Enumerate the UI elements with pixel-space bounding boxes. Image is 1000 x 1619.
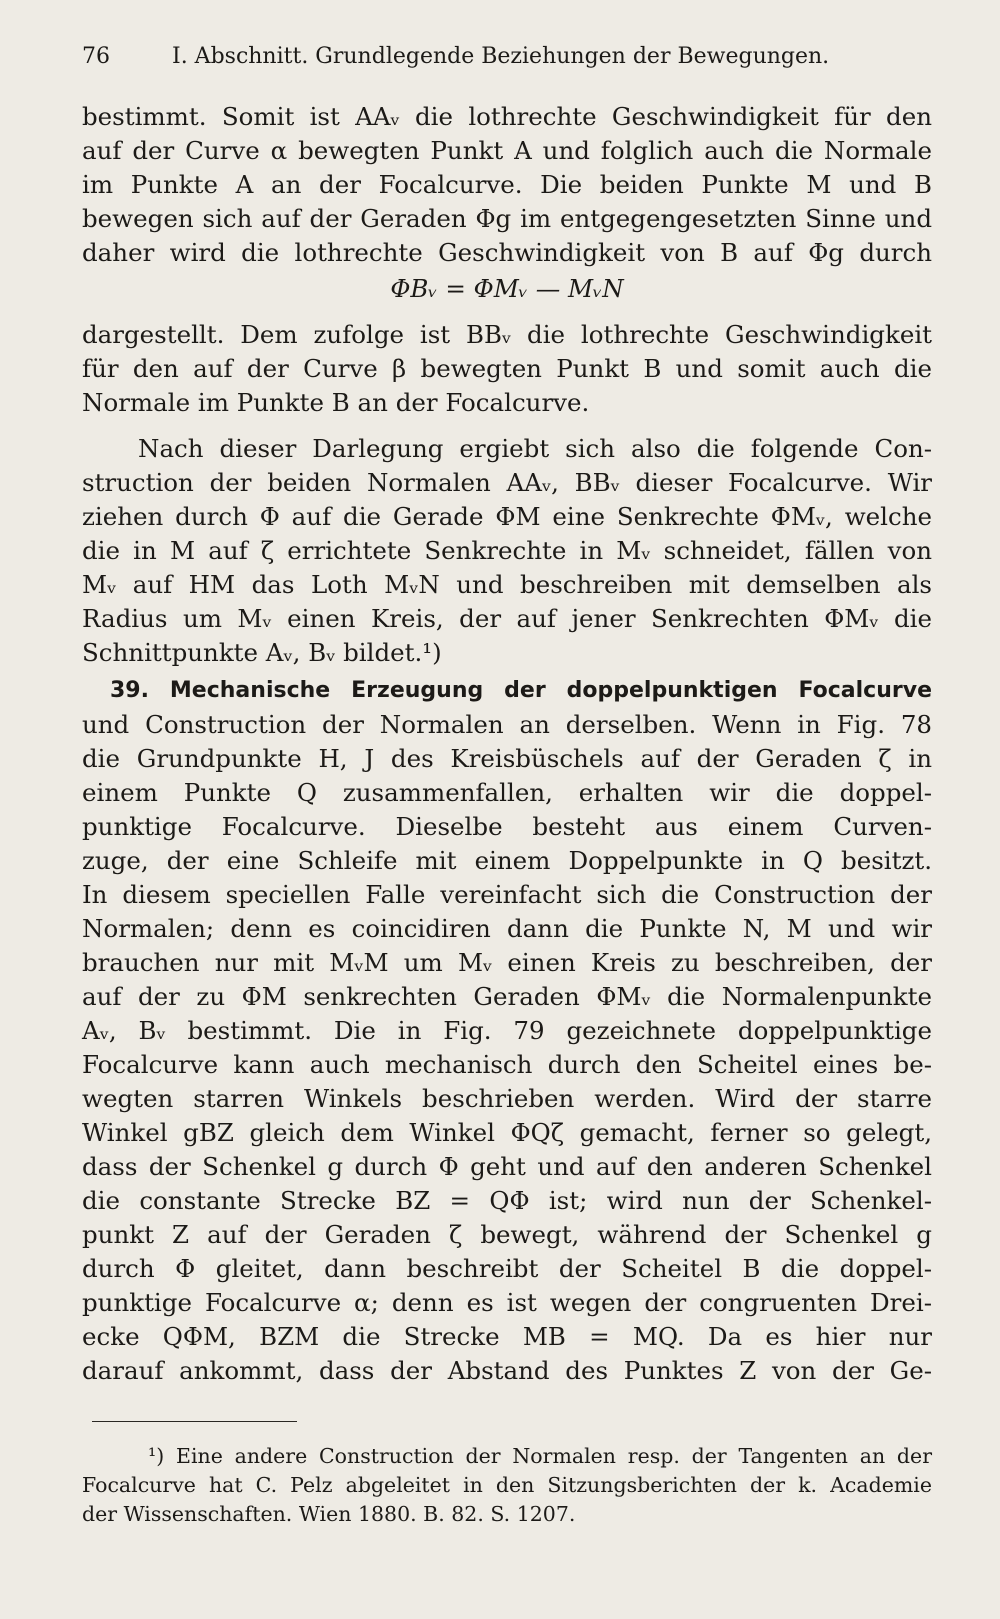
body-line: wegten starren Winkels beschrieben werden. Wird der starre [82,1084,932,1113]
body-line: durch Φ gleitet, dann beschreibt der Scheitel B die doppel- [82,1254,932,1283]
body-line: die in M auf ζ errichtete Senkrechte in Mᵥ schneidet, fällen von [82,536,932,565]
paragraph-start: Nach dieser Darlegung ergiebt sich also die folgende Con- [138,434,932,463]
footnote-line: der Wissenschaften. Wien 1880. B. 82. S. 1207. [82,1502,576,1526]
body-line: zuge, der eine Schleife mit einem Doppelpunkte in Q besitzt. [82,846,932,875]
body-line: Mᵥ auf HM das Loth MᵥN und beschreiben mit demselben als [82,570,932,599]
body-line: Winkel gBZ gleich dem Winkel ΦQζ gemacht, ferner so gelegt, [82,1118,932,1147]
body-line: darauf ankommt, dass der Abstand des Punktes Z von der Ge- [82,1356,932,1385]
body-line: Normalen; denn es coincidiren dann die Punkte N, M und wir [82,914,932,943]
body-line: dargestellt. Dem zufolge ist BBᵥ die lothrechte Geschwindigkeit [82,320,932,349]
body-line: ziehen durch Φ auf die Gerade ΦM eine Senkrechte ΦMᵥ, welche [82,502,932,531]
page-header [82,44,922,69]
body-line: ecke QΦM, BZM die Strecke MB = MQ. Da es hier nur [82,1322,932,1351]
body-line: Radius um Mᵥ einen Kreis, der auf jener Senkrechten ΦMᵥ die [82,604,932,633]
page-number: 76 [82,44,110,69]
body-line: einem Punkte Q zusammenfallen, erhalten wir die doppel- [82,778,932,807]
body-line: für den auf der Curve β bewegten Punkt B und somit auch die [82,354,932,383]
body-line: punktige Focalcurve α; denn es ist wegen der congruenten Drei- [82,1288,932,1317]
body-line: struction der beiden Normalen AAᵥ, BBᵥ dieser Focalcurve. Wir [82,468,932,497]
running-title: I. Abschnitt. Grundlegende Beziehungen der Bewegungen. [172,44,830,69]
body-line: auf der Curve α bewegten Punkt A und folglich auch die Normale [82,136,932,165]
body-line: punktige Focalcurve. Dieselbe besteht aus einem Curven- [82,812,932,841]
body-line: daher wird die lothrechte Geschwindigkeit von B auf Φg durch [82,238,932,267]
body-line: im Punkte A an der Focalcurve. Die beiden Punkte M und B [82,170,932,199]
body-line: dass der Schenkel g durch Φ geht und auf den anderen Schenkel [82,1152,932,1181]
body-line: In diesem speciellen Falle vereinfacht sich die Construction der [82,880,932,909]
body-line: die Grundpunkte H, J des Kreisbüschels auf der Geraden ζ in [82,744,932,773]
body-line: Focalcurve kann auch mechanisch durch den Scheitel eines be- [82,1050,932,1079]
body-line: brauchen nur mit MᵥM um Mᵥ einen Kreis zu beschreiben, der [82,948,932,977]
footnote-line: ¹) Eine andere Construction der Normalen resp. der Tangenten an der [148,1444,932,1468]
footnote-line: Focalcurve hat C. Pelz abgeleitet in den Sitzungsberichten der k. Academie [82,1473,932,1497]
body-line: punkt Z auf der Geraden ζ bewegt, während der Schenkel g [82,1220,932,1249]
body-line: Aᵥ, Bᵥ bestimmt. Die in Fig. 79 gezeichnete doppelpunktige [82,1016,932,1045]
section-heading: 39. Mechanische Erzeugung der doppelpunktigen Focalcurve [110,678,932,703]
body-line: bewegen sich auf der Geraden Φg im entgegengesetzten Sinne und [82,204,932,233]
body-line: auf der zu ΦM senkrechten Geraden ΦMᵥ die Normalenpunkte [82,982,932,1011]
footnote-rule [92,1421,297,1422]
section-heading-continued: und Construction der Normalen an derselben. Wenn in Fig. 78 [82,710,932,739]
body-line: Normale im Punkte B an der Focalcurve. [82,388,590,417]
body-line: bestimmt. Somit ist AAᵥ die lothrechte Geschwindigkeit für den [82,102,932,131]
body-line: Schnittpunkte Aᵥ, Bᵥ bildet.¹) [82,638,442,667]
equation: ΦBᵥ = ΦMᵥ — MᵥN [390,274,624,303]
body-line: die constante Strecke BZ = QΦ ist; wird nun der Schenkel- [82,1186,932,1215]
